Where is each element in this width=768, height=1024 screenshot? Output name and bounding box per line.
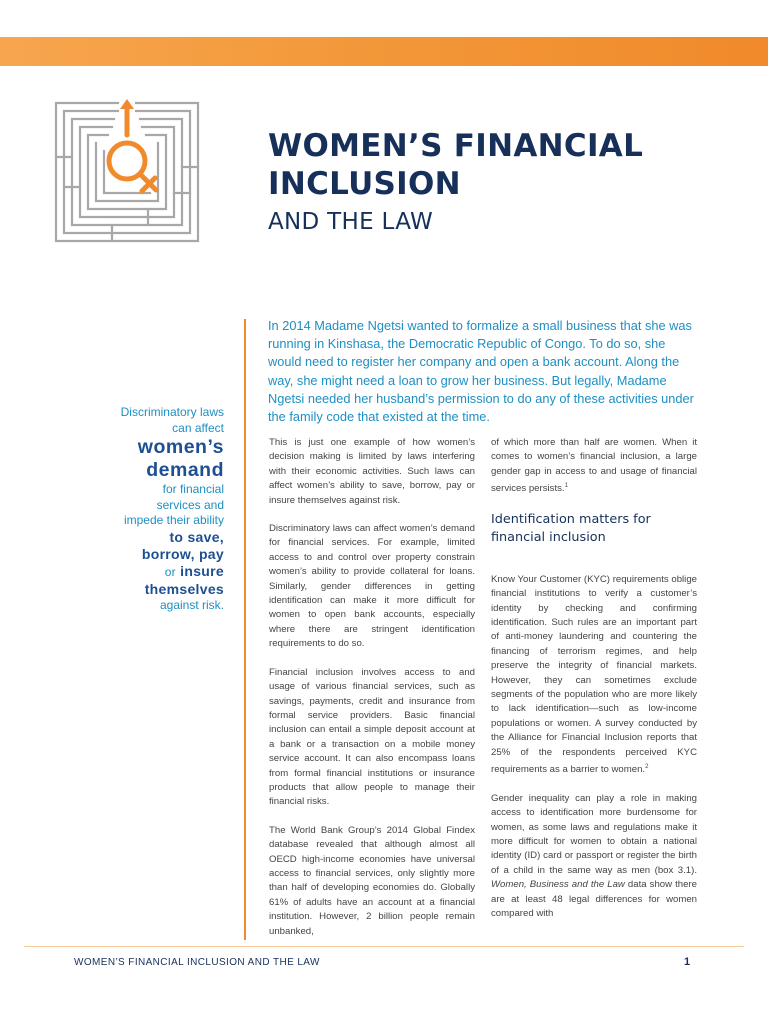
maze-female-symbol-icon <box>52 97 202 245</box>
body-text: of which more than half are women. When it comes to women’s financial inclusion, a large gender gap in access to and usage of financial services persists. <box>491 437 697 495</box>
pull-quote-line: for financial <box>162 482 224 496</box>
body-paragraph: This is just one example of how women’s decision making is limited by laws interfering with their economic activities. Such laws can affect women’s ability to save, borrow, pay or insure themselves against risk. <box>269 437 475 506</box>
pull-quote-line: services and <box>156 497 224 512</box>
body-paragraph <box>491 573 697 778</box>
pull-quote-word: insure <box>180 562 224 579</box>
pull-quote-line: Discriminatory laws <box>120 405 224 419</box>
title-line-2: INCLUSION <box>268 166 461 202</box>
footer-divider <box>24 946 744 947</box>
page-number: 1 <box>684 956 691 968</box>
body-paragraph: The World Bank Group’s 2014 Global Findex database revealed that although almost all OECD high-income economies have universal access to financial services, only slightly more than half of developing economies do. Globally 61% of adults have an account at a financial institution. However, 2 billion people remain unbanked, <box>269 824 475 937</box>
publication-title: Women, Business and the Law <box>491 879 625 891</box>
pull-quote <box>90 405 224 613</box>
left-column <box>269 436 475 953</box>
pull-quote-emphasis: women’s <box>137 436 224 458</box>
footer-title: WOMEN’S FINANCIAL INCLUSION AND THE LAW <box>74 957 320 968</box>
body-text: Know Your Customer (KYC) requirements oblige financial institutions to verify a customer’s identity by checking and confirming identification. Such rules are an important part of anti-money laundering and countering the financing of terrorism regimes, and help preserve the integrity of financial markets. However, they can sometimes exclude segments of the population who are more likely to lack identification—such as low-income populations or women. A survey conducted by the Alliance for Financial Inclusion reports that 25% of the respondents perceived KYC requirements as a barrier to women. <box>491 573 697 776</box>
pull-quote-line: can affect <box>172 420 224 435</box>
body-paragraph: Financial inclusion involves access to and usage of various financial services, such as savings, payments, credit and insurance from formal service providers. Basic financial inclusion can entail a simple deposit account at a bank or a transaction on a mobile money service account. It can also encompass loans from formal financial institutions or insurance products that allow people to manage their financial risks. <box>269 666 475 808</box>
intro-paragraph: In 2014 Madame Ngetsi wanted to formalize a small business that she was running in Kinshasa, the Democratic Republic of Congo. To do so, she would need to register her company and open a bank account. Along the way, she might need a loan to grow her business. But legally, Madame Ngetsi needed her husband’s permission to do any of these activities under the family code that existed at the time. <box>268 318 694 425</box>
footnote-ref: 1 <box>564 483 568 490</box>
right-column <box>491 436 697 935</box>
pull-quote-emphasis-line <box>90 563 224 581</box>
pull-quote-word: or <box>164 564 176 579</box>
body-paragraph: Discriminatory laws can affect women’s demand for financial services. For example, limited access to and control over property constrain women’s ability to provide collateral for loans. Similarly, gender differences in getting identification can make it more difficult for women to open bank accounts, especially where there are stringent identification requirements to do so. <box>269 523 475 650</box>
body-text: Gender inequality can play a role in making access to identification more burdensome for women, as some laws and regulations make it more difficult for women to obtain a national identity (ID) card or passport or register the birth of a child in the same way as men (box 3.1). <box>491 792 697 876</box>
orange-divider-line <box>244 319 246 940</box>
pull-quote-line: against risk. <box>159 597 224 612</box>
body-text: data show there are at least 48 legal differences for women compared with <box>491 879 697 919</box>
body-paragraph <box>491 436 697 497</box>
pull-quote-emphasis: borrow, pay <box>141 545 224 562</box>
title-line-1: WOMEN’S FINANCIAL <box>268 128 644 164</box>
pull-quote-emphasis: themselves <box>144 580 224 597</box>
top-accent-bar <box>0 37 768 66</box>
pull-quote-emphasis: to save, <box>169 528 224 545</box>
pull-quote-emphasis: demand <box>146 459 224 481</box>
page-title <box>268 127 643 203</box>
body-paragraph <box>491 792 697 922</box>
footnote-ref: 2 <box>645 764 649 771</box>
section-heading: Identification matters for financial inclusion <box>491 511 651 545</box>
page-subtitle: AND THE LAW <box>268 209 434 235</box>
pull-quote-line: impede their ability <box>123 513 224 527</box>
